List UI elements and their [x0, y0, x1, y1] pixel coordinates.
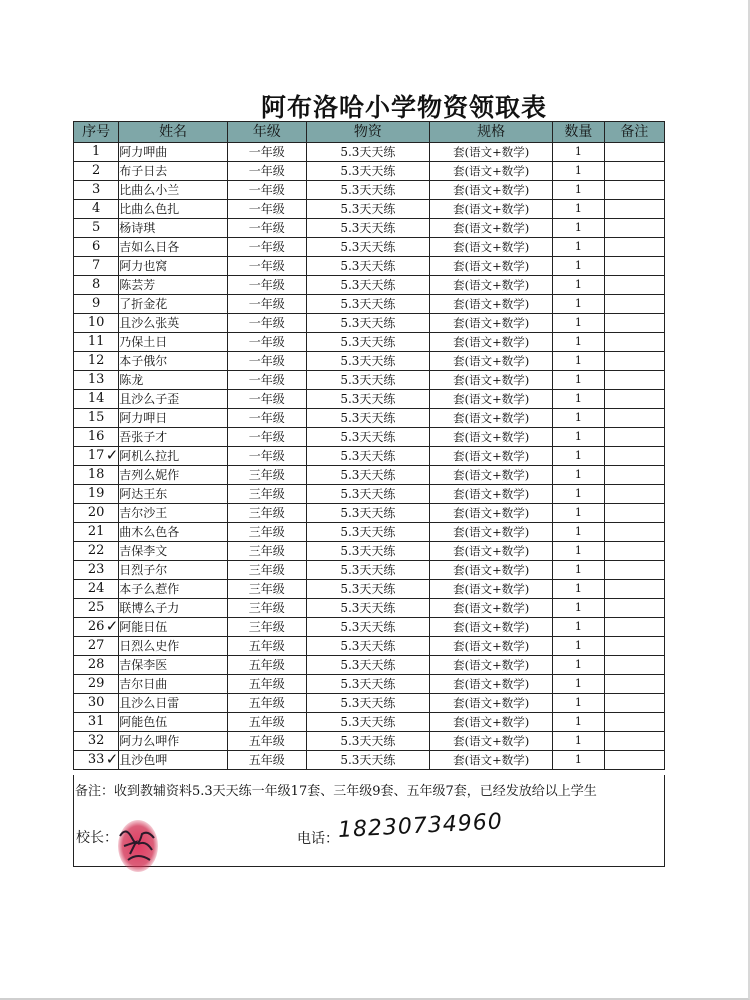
row-no-cell: 21 — [74, 523, 119, 542]
row-no-cell: 10 — [74, 314, 119, 333]
grade-cell: 一年级 — [227, 143, 306, 162]
checkmark-icon: ✓ — [105, 445, 119, 464]
material-cell: 5.3天天练 — [306, 409, 430, 428]
grade-cell: 一年级 — [227, 352, 306, 371]
header-no: 序号 — [74, 122, 119, 143]
material-cell: 5.3天天练 — [306, 599, 430, 618]
grade-cell: 三年级 — [227, 599, 306, 618]
row-no-cell: 22 — [74, 542, 119, 561]
page-title: 阿布洛哈小学物资领取表 — [260, 93, 547, 122]
grade-cell: 三年级 — [227, 485, 306, 504]
quantity-cell: 1 — [553, 162, 605, 181]
header-spec: 规格 — [430, 122, 553, 143]
spec-cell: 套(语文+数学) — [430, 713, 553, 732]
material-cell: 5.3天天练 — [306, 561, 430, 580]
table-row — [74, 333, 665, 352]
spec-cell: 套(语文+数学) — [430, 656, 553, 675]
grade-cell: 五年级 — [227, 656, 306, 675]
material-cell: 5.3天天练 — [306, 580, 430, 599]
student-name-cell: 吉保李文 — [119, 542, 228, 561]
note-cell — [604, 428, 664, 447]
spec-cell: 套(语文+数学) — [430, 219, 553, 238]
grade-cell: 一年级 — [227, 162, 306, 181]
spec-cell: 套(语文+数学) — [430, 200, 553, 219]
quantity-cell: 1 — [553, 751, 605, 770]
note-cell — [604, 447, 664, 466]
row-no-cell: 2 — [74, 162, 119, 181]
grade-cell: 五年级 — [227, 732, 306, 751]
quantity-cell: 1 — [553, 618, 605, 637]
material-cell: 5.3天天练 — [306, 276, 430, 295]
spec-cell: 套(语文+数学) — [430, 466, 553, 485]
table-row — [74, 485, 665, 504]
table-row — [74, 295, 665, 314]
quantity-cell: 1 — [553, 447, 605, 466]
student-name-cell: 曲木么色各 — [119, 523, 228, 542]
material-cell: 5.3天天练 — [306, 143, 430, 162]
row-no-cell: 13 — [74, 371, 119, 390]
grade-cell: 一年级 — [227, 447, 306, 466]
row-no-cell: 26 — [74, 618, 119, 637]
header-material: 物资 — [306, 122, 430, 143]
student-name-cell: 阿能色伍 — [119, 713, 228, 732]
quantity-cell: 1 — [553, 143, 605, 162]
row-no-cell: 32 — [74, 732, 119, 751]
spec-cell: 套(语文+数学) — [430, 561, 553, 580]
grade-cell: 一年级 — [227, 409, 306, 428]
checkmark-icon: ✓ — [105, 749, 119, 768]
row-no-cell: 33 — [74, 751, 119, 770]
spec-cell: 套(语文+数学) — [430, 371, 553, 390]
spec-cell: 套(语文+数学) — [430, 618, 553, 637]
spec-cell: 套(语文+数学) — [430, 333, 553, 352]
material-cell: 5.3天天练 — [306, 675, 430, 694]
quantity-cell: 1 — [553, 523, 605, 542]
quantity-cell: 1 — [553, 295, 605, 314]
spec-cell: 套(语文+数学) — [430, 428, 553, 447]
quantity-cell: 1 — [553, 561, 605, 580]
student-name-cell: 本子么惹作 — [119, 580, 228, 599]
student-name-cell: 吉尔日曲 — [119, 675, 228, 694]
quantity-cell: 1 — [553, 219, 605, 238]
row-no-cell: 11 — [74, 333, 119, 352]
student-name-cell: 陈龙 — [119, 371, 228, 390]
spec-cell: 套(语文+数学) — [430, 238, 553, 257]
material-cell: 5.3天天练 — [306, 219, 430, 238]
header-grade: 年级 — [227, 122, 306, 143]
note-cell — [604, 561, 664, 580]
note-cell — [604, 580, 664, 599]
row-no-cell: 30 — [74, 694, 119, 713]
material-cell: 5.3天天练 — [306, 181, 430, 200]
grade-cell: 三年级 — [227, 618, 306, 637]
quantity-cell: 1 — [553, 580, 605, 599]
table-body — [74, 143, 665, 770]
grade-cell: 五年级 — [227, 751, 306, 770]
table-row — [74, 143, 665, 162]
note-cell — [604, 257, 664, 276]
student-name-cell: 阿达王东 — [119, 485, 228, 504]
quantity-cell: 1 — [553, 694, 605, 713]
row-no-cell: 3 — [74, 181, 119, 200]
table-row — [74, 713, 665, 732]
student-name-cell: 吉如么日各 — [119, 238, 228, 257]
spec-cell: 套(语文+数学) — [430, 162, 553, 181]
table-row — [74, 181, 665, 200]
row-no-cell: 8 — [74, 276, 119, 295]
header-name: 姓名 — [119, 122, 228, 143]
student-name-cell: 杨诗琪 — [119, 219, 228, 238]
student-name-cell: 布子日去 — [119, 162, 228, 181]
note-cell — [604, 637, 664, 656]
grade-cell: 五年级 — [227, 637, 306, 656]
quantity-cell: 1 — [553, 314, 605, 333]
student-name-cell: 联博么子力 — [119, 599, 228, 618]
quantity-cell: 1 — [553, 599, 605, 618]
note-cell — [604, 238, 664, 257]
row-no-cell: 7 — [74, 257, 119, 276]
row-no-cell: 20 — [74, 504, 119, 523]
material-cell: 5.3天天练 — [306, 447, 430, 466]
note-cell — [604, 409, 664, 428]
grade-cell: 五年级 — [227, 675, 306, 694]
material-cell: 5.3天天练 — [306, 371, 430, 390]
table-header-row — [74, 122, 665, 143]
table-row — [74, 314, 665, 333]
quantity-cell: 1 — [553, 485, 605, 504]
spec-cell: 套(语文+数学) — [430, 599, 553, 618]
quantity-cell: 1 — [553, 542, 605, 561]
note-cell — [604, 295, 664, 314]
row-no-cell: 14 — [74, 390, 119, 409]
grade-cell: 一年级 — [227, 314, 306, 333]
material-cell: 5.3天天练 — [306, 314, 430, 333]
grade-cell: 一年级 — [227, 390, 306, 409]
spec-cell: 套(语文+数学) — [430, 352, 553, 371]
student-name-cell: 阿机么拉扎 — [119, 447, 228, 466]
spec-cell: 套(语文+数学) — [430, 504, 553, 523]
spec-cell: 套(语文+数学) — [430, 732, 553, 751]
student-name-cell: 了折金花 — [119, 295, 228, 314]
material-cell: 5.3天天练 — [306, 637, 430, 656]
material-cell: 5.3天天练 — [306, 542, 430, 561]
grade-cell: 一年级 — [227, 295, 306, 314]
quantity-cell: 1 — [553, 504, 605, 523]
grade-cell: 三年级 — [227, 580, 306, 599]
row-no-cell: 19 — [74, 485, 119, 504]
table-row — [74, 257, 665, 276]
row-no-cell: 17 — [74, 447, 119, 466]
spec-cell: 套(语文+数学) — [430, 143, 553, 162]
note-cell — [604, 162, 664, 181]
material-cell: 5.3天天练 — [306, 713, 430, 732]
note-cell — [604, 542, 664, 561]
table-row — [74, 466, 665, 485]
table-row — [74, 409, 665, 428]
grade-cell: 一年级 — [227, 428, 306, 447]
material-cell: 5.3天天练 — [306, 694, 430, 713]
note-cell — [604, 713, 664, 732]
student-name-cell: 且沙色呷 — [119, 751, 228, 770]
student-name-cell: 本子俄尔 — [119, 352, 228, 371]
material-cell: 5.3天天练 — [306, 656, 430, 675]
table-row — [74, 162, 665, 181]
student-name-cell: 吉尔沙王 — [119, 504, 228, 523]
header-qty: 数量 — [553, 122, 605, 143]
quantity-cell: 1 — [553, 352, 605, 371]
material-cell: 5.3天天练 — [306, 485, 430, 504]
table-row — [74, 637, 665, 656]
student-name-cell: 且沙么张英 — [119, 314, 228, 333]
material-cell: 5.3天天练 — [306, 238, 430, 257]
note-cell — [604, 219, 664, 238]
quantity-cell: 1 — [553, 181, 605, 200]
row-no-cell: 6 — [74, 238, 119, 257]
table-row — [74, 276, 665, 295]
student-name-cell: 阿力也窝 — [119, 257, 228, 276]
note-cell — [604, 352, 664, 371]
spec-cell: 套(语文+数学) — [430, 276, 553, 295]
table-row — [74, 447, 665, 466]
table-row — [74, 352, 665, 371]
student-name-cell: 比曲么色扎 — [119, 200, 228, 219]
quantity-cell: 1 — [553, 371, 605, 390]
row-no-cell: 25 — [74, 599, 119, 618]
material-cell: 5.3天天练 — [306, 200, 430, 219]
spec-cell: 套(语文+数学) — [430, 181, 553, 200]
table-row — [74, 219, 665, 238]
grade-cell: 三年级 — [227, 561, 306, 580]
principal-seal-signature — [116, 816, 160, 874]
quantity-cell: 1 — [553, 428, 605, 447]
note-cell — [604, 618, 664, 637]
quantity-cell: 1 — [553, 409, 605, 428]
grade-cell: 五年级 — [227, 694, 306, 713]
grade-cell: 一年级 — [227, 200, 306, 219]
student-name-cell: 日烈子尔 — [119, 561, 228, 580]
table-row — [74, 732, 665, 751]
student-name-cell: 陈芸芳 — [119, 276, 228, 295]
principal-label: 校长： — [76, 830, 118, 846]
note-cell — [604, 504, 664, 523]
note-cell — [604, 276, 664, 295]
material-cell: 5.3天天练 — [306, 466, 430, 485]
grade-cell: 三年级 — [227, 523, 306, 542]
header-note: 备注 — [604, 122, 664, 143]
remark-text: 备注：收到教辅资料5.3天天练一年级17套、三年级9套、五年级7套，已经发放给以上学生 — [75, 784, 597, 799]
note-cell — [604, 181, 664, 200]
student-name-cell: 且沙么子歪 — [119, 390, 228, 409]
material-cell: 5.3天天练 — [306, 618, 430, 637]
quantity-cell: 1 — [553, 466, 605, 485]
grade-cell: 三年级 — [227, 504, 306, 523]
row-no-cell: 31 — [74, 713, 119, 732]
quantity-cell: 1 — [553, 276, 605, 295]
table-row — [74, 561, 665, 580]
table-row — [74, 751, 665, 770]
table-row — [74, 428, 665, 447]
row-no-cell: 12 — [74, 352, 119, 371]
row-no-cell: 9 — [74, 295, 119, 314]
note-cell — [604, 732, 664, 751]
table-row — [74, 675, 665, 694]
student-name-cell: 阿力呷曲 — [119, 143, 228, 162]
student-name-cell: 阿力呷日 — [119, 409, 228, 428]
table-row — [74, 599, 665, 618]
note-cell — [604, 656, 664, 675]
note-cell — [604, 333, 664, 352]
quantity-cell: 1 — [553, 656, 605, 675]
table-row — [74, 542, 665, 561]
material-cell: 5.3天天练 — [306, 257, 430, 276]
quantity-cell: 1 — [553, 732, 605, 751]
table-row — [74, 523, 665, 542]
spec-cell: 套(语文+数学) — [430, 580, 553, 599]
note-cell — [604, 523, 664, 542]
material-cell: 5.3天天练 — [306, 751, 430, 770]
grade-cell: 一年级 — [227, 333, 306, 352]
spec-cell: 套(语文+数学) — [430, 523, 553, 542]
grade-cell: 一年级 — [227, 219, 306, 238]
note-cell — [604, 485, 664, 504]
quantity-cell: 1 — [553, 200, 605, 219]
quantity-cell: 1 — [553, 713, 605, 732]
spec-cell: 套(语文+数学) — [430, 447, 553, 466]
note-cell — [604, 675, 664, 694]
table-row — [74, 694, 665, 713]
material-cell: 5.3天天练 — [306, 428, 430, 447]
table-row — [74, 504, 665, 523]
quantity-cell: 1 — [553, 238, 605, 257]
student-name-cell: 阿能日伍 — [119, 618, 228, 637]
material-cell: 5.3天天练 — [306, 390, 430, 409]
row-no-cell: 18 — [74, 466, 119, 485]
grade-cell: 五年级 — [227, 713, 306, 732]
material-cell: 5.3天天练 — [306, 162, 430, 181]
material-cell: 5.3天天练 — [306, 295, 430, 314]
table-row — [74, 238, 665, 257]
table-row — [74, 618, 665, 637]
grade-cell: 一年级 — [227, 181, 306, 200]
grade-cell: 一年级 — [227, 371, 306, 390]
student-name-cell: 阿力么呷作 — [119, 732, 228, 751]
note-cell — [604, 599, 664, 618]
spec-cell: 套(语文+数学) — [430, 390, 553, 409]
row-no-cell: 29 — [74, 675, 119, 694]
grade-cell: 三年级 — [227, 466, 306, 485]
grade-cell: 一年级 — [227, 238, 306, 257]
table-row — [74, 656, 665, 675]
material-cell: 5.3天天练 — [306, 732, 430, 751]
grade-cell: 一年级 — [227, 257, 306, 276]
note-cell — [604, 390, 664, 409]
spec-cell: 套(语文+数学) — [430, 694, 553, 713]
table-row — [74, 371, 665, 390]
spec-cell: 套(语文+数学) — [430, 409, 553, 428]
note-cell — [604, 751, 664, 770]
spec-cell: 套(语文+数学) — [430, 751, 553, 770]
quantity-cell: 1 — [553, 333, 605, 352]
table-row — [74, 390, 665, 409]
note-cell — [604, 371, 664, 390]
student-name-cell: 吾张子才 — [119, 428, 228, 447]
spec-cell: 套(语文+数学) — [430, 257, 553, 276]
phone-number-handwritten: 18230734960 — [337, 809, 504, 843]
material-cell: 5.3天天练 — [306, 504, 430, 523]
student-name-cell: 比曲么小兰 — [119, 181, 228, 200]
student-name-cell: 吉列么妮作 — [119, 466, 228, 485]
material-table — [73, 121, 665, 770]
student-name-cell: 乃保土日 — [119, 333, 228, 352]
spec-cell: 套(语文+数学) — [430, 542, 553, 561]
row-no-cell: 28 — [74, 656, 119, 675]
note-cell — [604, 466, 664, 485]
spec-cell: 套(语文+数学) — [430, 314, 553, 333]
grade-cell: 一年级 — [227, 276, 306, 295]
material-cell: 5.3天天练 — [306, 523, 430, 542]
note-cell — [604, 694, 664, 713]
table-row — [74, 200, 665, 219]
grade-cell: 三年级 — [227, 542, 306, 561]
note-cell — [604, 200, 664, 219]
phone-label: 电话： — [297, 831, 339, 847]
quantity-cell: 1 — [553, 637, 605, 656]
table-row — [74, 580, 665, 599]
row-no-cell: 1 — [74, 143, 119, 162]
note-cell — [604, 143, 664, 162]
material-cell: 5.3天天练 — [306, 333, 430, 352]
material-cell: 5.3天天练 — [306, 352, 430, 371]
quantity-cell: 1 — [553, 257, 605, 276]
student-name-cell: 吉保李医 — [119, 656, 228, 675]
row-no-cell: 23 — [74, 561, 119, 580]
quantity-cell: 1 — [553, 675, 605, 694]
spec-cell: 套(语文+数学) — [430, 485, 553, 504]
row-no-cell: 16 — [74, 428, 119, 447]
checkmark-icon: ✓ — [105, 616, 119, 635]
note-cell — [604, 314, 664, 333]
spec-cell: 套(语文+数学) — [430, 675, 553, 694]
row-no-cell: 15 — [74, 409, 119, 428]
student-name-cell: 且沙么日雷 — [119, 694, 228, 713]
row-no-cell: 24 — [74, 580, 119, 599]
quantity-cell: 1 — [553, 390, 605, 409]
student-name-cell: 日烈么史作 — [119, 637, 228, 656]
row-no-cell: 5 — [74, 219, 119, 238]
row-no-cell: 27 — [74, 637, 119, 656]
spec-cell: 套(语文+数学) — [430, 295, 553, 314]
spec-cell: 套(语文+数学) — [430, 637, 553, 656]
row-no-cell: 4 — [74, 200, 119, 219]
